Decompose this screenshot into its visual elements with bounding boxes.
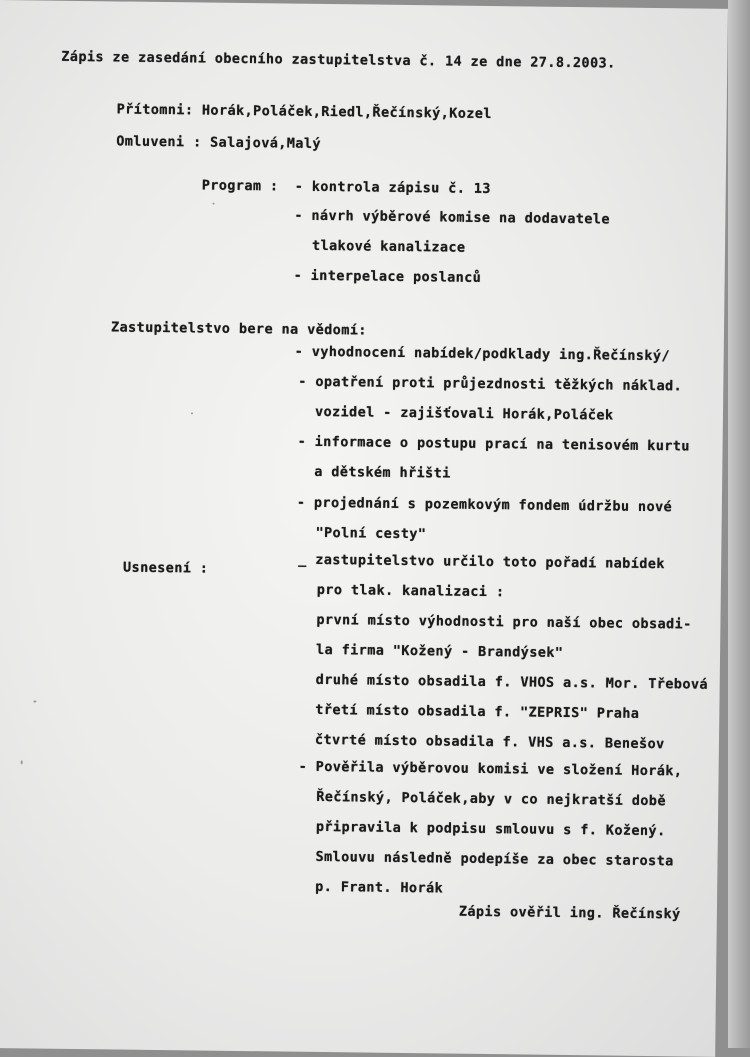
resolution-item: Řečínský, Poláček,aby v co nejkratší době [316,788,666,810]
noted-label: Zastupitelstvo bere na vědomí: [110,319,367,339]
scan-speck [191,412,193,414]
program-item: tlakové kanalizace [311,237,466,256]
scan-speck [21,760,23,764]
noted-item: - vyhodnocení nabídek/podklady ing.Řečínský/ [294,343,671,365]
verified-line: Zápis ověřil ing. Řečínský [458,903,681,923]
resolution-label: Usnesení : [122,559,209,577]
present-line: Přítomni: Horák,Poláček,Riedl,Řečínský,Kozel [116,101,492,123]
resolution-item: _ zastupitelstvo určilo toto pořadí nabídek [298,551,665,573]
noted-item: - opatření proti průjezdnosti těžkých náklad. [298,373,683,395]
noted-item: "Polní cesty" [315,524,427,543]
noted-item: vozidel - zajišťovali Horák,Poláček [314,403,614,424]
program-item: - návrh výběrové komise na dodavatele [294,207,610,228]
program-label: Program : [201,177,279,195]
resolution-item: třetí místo obsadila f. "ZEPRIS" Praha [315,701,640,722]
noted-item: - projednání s pozemkovým fondem údržbu nové [296,494,673,516]
resolution-item: připravila k podpisu smlouvu s f. Kožený. [315,818,666,840]
document-title: Zápis ze zasedání obecního zastupitelstva č. 14 ze dne 27.8.2003. [61,48,616,72]
noted-item: - informace o postupu prací na tenisovém kurtu [297,433,690,455]
scan-speck [33,700,36,702]
resolution-item: čtvrté místo obsadila f. VHS a.s. Benešov [314,731,665,753]
program-item: - interpelace poslanců [293,267,482,286]
program-item: - kontrola zápisu č. 13 [294,178,491,198]
excused-line: Omluveni : Salajová,Malý [116,133,322,152]
scan-edge [728,0,750,1048]
resolution-item: první místo výhodnosti pro naší obec obsadi- [316,611,692,633]
noted-item: a dětském hřišti [314,463,451,482]
resolution-item: pro tlak. kanalizaci : [316,581,505,601]
resolution-item: - Pověřila výběrovou komisi ve složení Horák, [298,758,683,780]
resolution-item: la firma "Kožený - Brandýsek" [315,641,564,661]
resolution-item: Smlouvu následně podepíše za obec starosta [315,848,674,870]
resolution-item: druhé místo obsadila f. VHOS a.s. Mor. Třebová [315,671,709,693]
scan-speck [213,203,215,205]
resolution-item: p. Frant. Horák [315,878,444,897]
